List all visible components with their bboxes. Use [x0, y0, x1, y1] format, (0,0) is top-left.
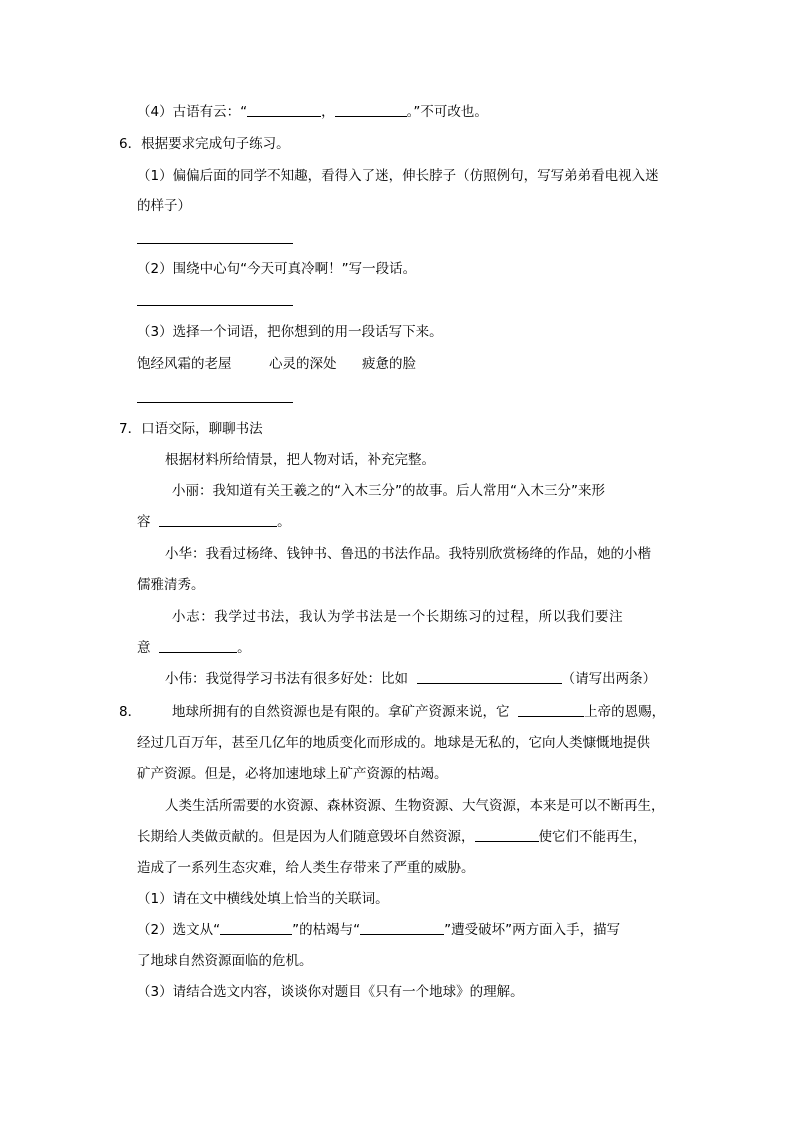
q8-p2-line1: 人类生活所需要的水资源、森林资源、生物资源、大气资源，本来是可以不断再生，	[165, 798, 665, 814]
q6-item3: （3）选择一个词语，把你想到的用一段话写下来。	[137, 324, 443, 340]
q8-p1-line1-suffix: 上帝的恩赐，	[584, 704, 666, 720]
q7-xiaozhi-suffix: 。	[237, 640, 251, 656]
answer-blank[interactable]	[335, 102, 407, 117]
q8-p2-line2-prefix: 长期给人类做贡献的。但是因为人们随意毁坏自然资源，	[137, 829, 475, 845]
q8-item3: （3）请结合选文内容，谈谈你对题目《只有一个地球》的理解。	[137, 984, 524, 1000]
answer-blank[interactable]	[360, 920, 444, 935]
q8-item2-line1	[137, 920, 620, 940]
q8-item2-prefix: （2）选文从“	[137, 922, 221, 938]
q7-xiaoli-line1: 小丽：我知道有关王羲之的“入木三分”的故事。后人常用“入木三分”来形	[172, 483, 605, 499]
q7-xiaoli-prefix: 容	[137, 514, 151, 530]
q7-xiaowei-prefix: 小伟：我觉得学习书法有很多好处：比如	[165, 671, 408, 687]
q8-p1-line1-prefix: 地球所拥有的自然资源也是有限的。拿矿产资源来说，它	[172, 704, 510, 720]
q8-item2-line2: 了地球自然资源面临的危机。	[137, 953, 313, 969]
q7-xiaoli-line2	[137, 512, 291, 532]
answer-blank[interactable]	[159, 512, 277, 527]
answer-blank[interactable]	[417, 669, 562, 684]
q6-item2: （2）围绕中心句“今天可真冷啊！”写一段话。	[137, 261, 417, 277]
q8-p2-line2	[137, 827, 647, 847]
q7-heading: 7．口语交际，聊聊书法	[119, 421, 263, 437]
q8-heading-number: 8．	[119, 704, 142, 720]
q6-word-option: 心灵的深处	[269, 356, 337, 372]
q7-xiaowei-suffix: （请写出两条）	[561, 671, 657, 687]
q8-p2-line3: 造成了一系列生态灾难，给人类生存带来了严重的威胁。	[137, 860, 475, 876]
q7-xiaoli-suffix: 。	[277, 514, 291, 530]
answer-line[interactable]	[137, 243, 293, 244]
q6-heading: 6．根据要求完成句子练习。	[119, 136, 290, 152]
q7-xiaozhi-prefix: 意	[137, 640, 151, 656]
q8-item2-mid: ”的枯竭与“	[292, 922, 361, 938]
answer-blank[interactable]	[220, 920, 292, 935]
answer-blank[interactable]	[159, 638, 237, 653]
q6-word-option: 疲惫的脸	[362, 356, 416, 372]
q8-p1-line3: 矿产资源。但是，必将加速地球上矿产资源的枯竭。	[137, 766, 448, 782]
q7-xiaohua-line1: 小华：我看过杨绛、钱钟书、鲁迅的书法作品。我特别欣赏杨绛的作品，她的小楷	[165, 546, 651, 562]
answer-line[interactable]	[137, 402, 293, 403]
q8-p1-line1	[172, 702, 665, 722]
q8-item2-suffix: ”遭受破坏”两方面入手，描写	[444, 922, 621, 938]
q8-p2-line2-suffix: 使它们不能再生，	[538, 829, 647, 845]
q8-p1-line2: 经过几百万年，甚至几亿年的地质变化而形成的。地球是无私的，它向人类慷慨地提供	[137, 735, 650, 751]
q5-item4-prefix: （4）古语有云：“	[137, 104, 248, 120]
q8-item1: （1）请在文中横线处填上恰当的关联词。	[137, 891, 389, 907]
q7-xiaowei	[165, 669, 656, 689]
answer-blank[interactable]	[518, 702, 584, 717]
answer-blank[interactable]	[247, 102, 321, 117]
answer-blank[interactable]	[475, 827, 539, 842]
q5-item4-suffix: 。”不可改也。	[406, 104, 488, 120]
answer-line[interactable]	[137, 305, 293, 306]
q7-xiaozhi-line1: 小志：我学过书法，我认为学书法是一个长期练习的过程，所以我们要注	[172, 609, 624, 625]
q7-instruction: 根据材料所给情景，把人物对话，补充完整。	[165, 452, 435, 468]
q7-xiaozhi-line2	[137, 638, 251, 658]
q7-xiaohua-line2: 儒雅清秀。	[137, 577, 205, 593]
q6-word-option: 饱经风霜的老屋	[137, 356, 232, 372]
q5-item4	[137, 102, 488, 122]
q6-item1-line1: （1）偏偏后面的同学不知趣，看得入了迷，伸长脖子（仿照例句，写写弟弟看电视入迷	[137, 168, 659, 184]
q5-item4-mid: ，	[321, 104, 335, 120]
q6-item1-line2: 的样子）	[137, 198, 191, 214]
